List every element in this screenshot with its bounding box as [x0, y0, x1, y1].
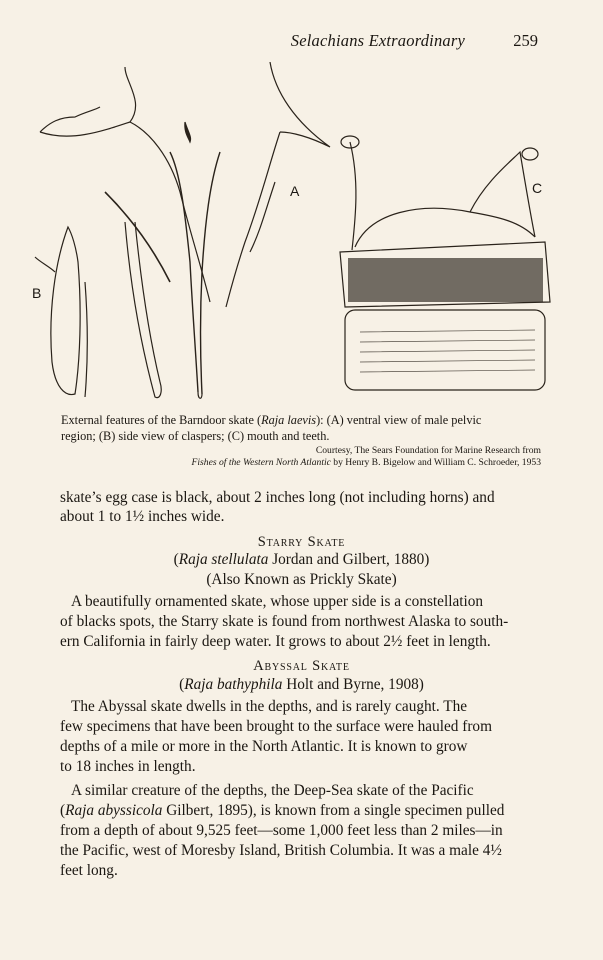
caption-text: ): (A) ventral view of male pelvic	[316, 413, 482, 427]
starry-aka: (Also Known as Prickly Skate)	[206, 571, 397, 588]
body-line: few specimens that have been brought to the surface were hauled from	[60, 718, 492, 735]
section-heading-abyssal: Abyssal Skate	[253, 658, 350, 674]
body-line: about 1 to 1½ inches wide.	[60, 508, 225, 525]
species-name: Raja stellulata	[178, 551, 269, 568]
running-head: Selachians Extraordinary	[290, 31, 465, 50]
skate-drawing	[30, 62, 570, 407]
skate-illustration	[30, 62, 570, 407]
body-line: (Raja abyssicola Gilbert, 1895), is known from a single specimen pulled	[60, 802, 505, 819]
species-authority: Jordan and Gilbert, 1880)	[268, 551, 430, 568]
body-line: depths of a mile or more in the North Atlantic. It is known to grow	[60, 738, 468, 755]
species-name: Raja bathyphila	[184, 676, 283, 693]
figure-credit-line1: Courtesy, The Sears Foundation for Marine Research from	[315, 445, 541, 456]
body-line: A similar creature of the depths, the Deep-Sea skate of the Pacific	[71, 782, 474, 799]
starry-scientific-name: (Raja stellulata Jordan and Gilbert, 1880)	[173, 551, 430, 568]
figure-caption-line1	[61, 412, 541, 428]
body-line: The Abyssal skate dwells in the depths, and is rarely caught. The	[71, 698, 468, 715]
page-header	[0, 31, 603, 53]
body-line: the Pacific, west of Moresby Island, British Columbia. It was a male 4½	[60, 842, 502, 859]
figure-label-a: A	[290, 183, 300, 199]
section-heading-starry: Starry Skate	[257, 534, 346, 550]
body-line: of blacks spots, the Starry skate is found from northwest Alaska to south-	[60, 613, 509, 630]
figure-credit-line2	[61, 457, 541, 469]
abyssal-scientific-name: (Raja bathyphila Holt and Byrne, 1908)	[179, 676, 424, 693]
species-name: Raja abyssicola	[65, 802, 163, 819]
body-line: skate’s egg case is black, about 2 inches long (not including horns) and	[60, 489, 495, 506]
caption-species: Raja laevis	[261, 413, 317, 427]
body-line: from a depth of about 9,525 feet—some 1,000 feet less than 2 miles—in	[60, 822, 503, 839]
figure-label-b: B	[32, 285, 42, 301]
body-line: to 18 inches in length.	[60, 758, 196, 775]
body-line: ern California in fairly deep water. It grows to about 2½ feet in length.	[60, 633, 491, 650]
credit-book-title: Fishes of the Western North Atlantic	[191, 457, 331, 468]
body-line: feet long.	[60, 862, 118, 879]
species-authority: Holt and Byrne, 1908)	[282, 676, 424, 693]
figure-label-c: C	[532, 180, 543, 196]
caption-text: External features of the Barndoor skate (	[61, 413, 262, 427]
figure-caption-line2: region; (B) side view of claspers; (C) mouth and teeth.	[61, 429, 330, 443]
body-line: A beautifully ornamented skate, whose upper side is a constellation	[71, 593, 484, 610]
credit-text: by Henry B. Bigelow and William C. Schroeder, 1953	[330, 457, 541, 468]
page-number: 259	[513, 31, 538, 50]
body-text: Gilbert, 1895), is known from a single specimen pulled	[162, 802, 505, 819]
